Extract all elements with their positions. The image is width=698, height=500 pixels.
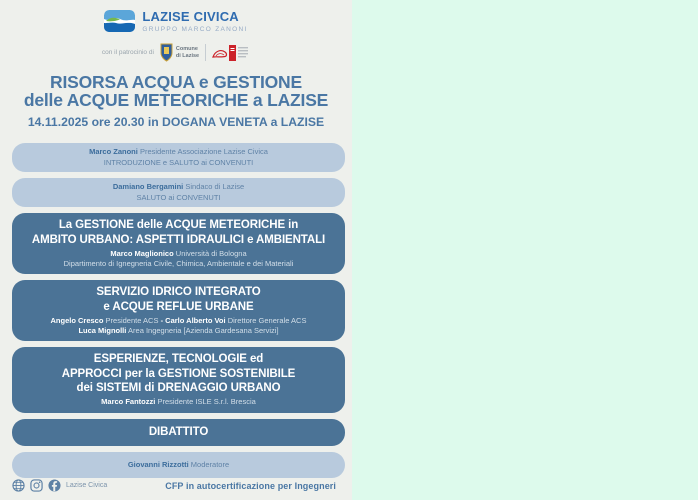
talk-title-line1: La GESTIONE delle ACQUE METEORICHE in	[58, 219, 299, 232]
header-logo-row	[0, 0, 352, 33]
logo-name: LAZISE CIVICA	[142, 9, 239, 24]
talk-title-line1: ESPERIENZE, TECNOLOGIE ed	[93, 353, 264, 366]
speaker-role: Moderatore	[190, 459, 230, 469]
agenda-topic-line: INTRODUZIONE e SALUTO ai CONVENUTI	[103, 157, 254, 167]
speaker-name: Carlo Alberto Voi	[165, 316, 226, 325]
talk-title	[22, 352, 335, 395]
facebook-icon	[48, 479, 61, 492]
agenda-item-gestione-acque	[12, 213, 345, 274]
speaker-name: Marco Maglionico	[110, 249, 174, 258]
agenda-list	[12, 143, 345, 478]
poster-footer	[12, 479, 342, 492]
talk-title-line2: AMBITO URBANO: ASPETTI IDRAULICI e AMBIENTALI	[31, 233, 326, 246]
lazise-civica-logo-icon	[104, 10, 135, 32]
talk-title	[22, 285, 335, 314]
patronage-label: con il patrocinio di	[101, 49, 154, 56]
speaker-line	[22, 316, 335, 326]
logo-group-subtitle: GRUPPO MARCO ZANONI	[142, 25, 248, 33]
event-title-line2: delle ACQUE METEORICHE a LAZISE	[23, 89, 329, 110]
comune-crest-icon	[160, 43, 173, 62]
speaker-name: Angelo Cresco	[50, 316, 104, 325]
talk-title-line1: SERVIZIO IDRICO INTEGRATO	[96, 286, 261, 299]
talk-title: DIBATTITO	[148, 426, 209, 438]
agenda-item-moderatore	[12, 452, 345, 478]
agenda-speaker-line	[24, 182, 333, 193]
speaker-separator: -	[160, 316, 164, 325]
speaker-role: Presidente Associazione Lazise Civica	[139, 147, 268, 157]
agenda-item-servizio-idrico	[12, 280, 345, 341]
cfp-note: CFP in autocertificazione per Ingegneri	[165, 480, 336, 491]
talk-speakers	[22, 397, 335, 407]
speaker-role: Presidente ACS	[105, 316, 159, 325]
comune-line1: Comune	[175, 45, 198, 52]
talk-title-line2: e ACQUE REFLUE URBANE	[103, 300, 254, 313]
comune-line2: di Lazise	[175, 52, 200, 59]
agenda-item-esperienze-tecnologie	[12, 347, 345, 412]
agenda-item-introduzione	[12, 143, 345, 172]
agenda-topic-line: SALUTO ai CONVENUTI	[136, 192, 221, 202]
ordine-ingegneri-logo	[212, 43, 250, 63]
logo-text-block	[142, 9, 247, 33]
talk-speakers	[22, 316, 335, 336]
agenda-speaker-line	[24, 147, 333, 158]
talk-title	[22, 218, 335, 247]
speaker-role: Direttore Generale ACS	[227, 316, 307, 325]
patronage-divider	[205, 44, 206, 61]
instagram-icon	[30, 479, 43, 492]
globe-icon	[12, 479, 25, 492]
talk-title-line2: APPROCCI per la GESTIONE SOSTENIBILE	[61, 367, 296, 380]
speaker-role: Presidente ISLE S.r.l. Brescia	[157, 397, 256, 407]
speaker-affiliation: Dipartimento di Ignegneria Civile, Chimica, Ambientale e dei Materiali	[63, 259, 294, 269]
speaker-name: Marco Fantozzi	[101, 397, 156, 407]
patronage-row	[0, 41, 352, 65]
speaker-name: Luca Mignolli	[78, 326, 127, 336]
speaker-line	[22, 249, 335, 259]
speaker-role: Università di Bologna	[175, 249, 247, 258]
speaker-role: Area Ingegneria [Azienda Gardesana Servizi]	[128, 326, 279, 336]
agenda-item-dibattito	[12, 419, 345, 446]
social-icons	[12, 479, 61, 492]
speaker-name: Damiano Bergamini	[112, 182, 184, 192]
speaker-name: Marco Zanoni	[89, 147, 138, 157]
agenda-speaker-line	[24, 460, 333, 471]
speaker-line	[22, 397, 335, 407]
speaker-role: Sindaco di Lazise	[185, 182, 245, 192]
talk-title-line3: dei SISTEMI di DRENAGGIO URBANO	[76, 382, 281, 394]
agenda-item-saluto	[12, 178, 345, 207]
speaker-name: Giovanni Rizzotti	[127, 459, 189, 469]
speaker-line	[22, 326, 335, 336]
talk-speakers	[22, 249, 335, 269]
comune-di-lazise-logo	[160, 43, 199, 62]
mint-background-panel	[352, 0, 698, 500]
comune-label	[176, 46, 199, 59]
social-handle-label: Lazise Civica	[66, 482, 108, 489]
event-title	[0, 73, 352, 110]
event-title-line1: RISORSA ACQUA e GESTIONE	[50, 71, 302, 92]
event-datetime: 14.11.2025 ore 20.30 in DOGANA VENETA a LAZISE	[27, 115, 325, 130]
